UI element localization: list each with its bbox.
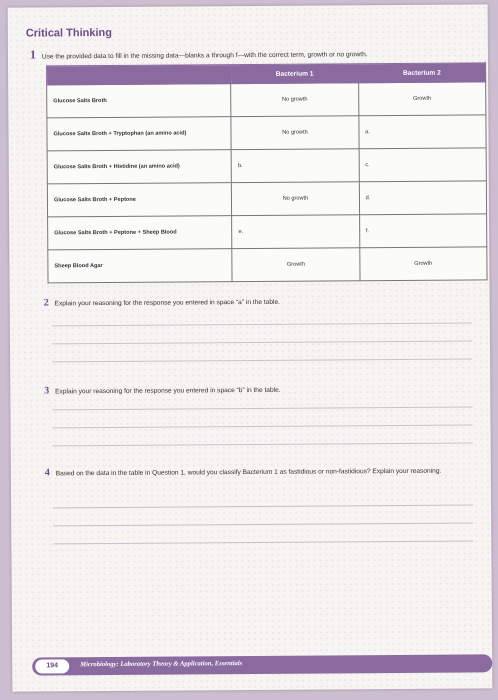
table-cell-bacterium-1: No growth [232, 182, 360, 216]
question-3 [44, 382, 474, 396]
table-header-bacterium-1: Bacterium 1 [231, 64, 358, 84]
section-title: Critical Thinking [25, 26, 113, 40]
table-header-bacterium-2: Bacterium 2 [358, 63, 485, 83]
answer-line[interactable] [53, 522, 473, 526]
table-header-medium [47, 65, 231, 85]
table-cell-medium: Glucose Salts Broth [47, 84, 232, 118]
data-table [46, 62, 488, 283]
table-cell-bacterium-1: No growth [231, 116, 359, 150]
workbook-page [8, 4, 493, 691]
table-cell-bacterium-2: Growth [358, 82, 486, 116]
table-row [47, 181, 486, 217]
question-number: 2 [43, 297, 49, 309]
question-number: 3 [44, 385, 50, 397]
page-footer [32, 654, 492, 675]
blank-b[interactable]: b. [231, 149, 359, 183]
table-cell-medium: Sheep Blood Agar [48, 249, 233, 283]
question-number: 1 [29, 47, 36, 62]
page-number: 194 [35, 659, 69, 673]
table-cell-bacterium-2: Growth [359, 247, 487, 281]
table-row [47, 115, 486, 151]
blank-c[interactable]: c. [359, 148, 487, 182]
answer-line[interactable] [53, 442, 473, 446]
table-row [47, 148, 486, 184]
blank-f[interactable]: f. [359, 214, 487, 248]
question-2 [44, 294, 474, 308]
question-text: Based on the data in the table in Question 1, would you classify Bacterium 1 as fastidious or non-fastidious? Explain your reasoning. [55, 467, 442, 478]
table-cell-medium: Glucose Salts Broth + Tryptophan (an amino acid) [47, 117, 232, 151]
blank-e[interactable]: e. [232, 215, 360, 249]
answer-line[interactable] [52, 322, 472, 326]
table-cell-medium: Glucose Salts Broth + Histidine (an amino acid) [47, 150, 232, 184]
table-row [47, 82, 486, 118]
question-1 [30, 44, 480, 62]
question-text: Explain your reasoning for the response you entered in space “b” in the table. [55, 386, 281, 396]
answer-line[interactable] [53, 424, 473, 428]
table-cell-medium: Glucose Salts Broth + Peptone + Sheep Blood [48, 216, 233, 250]
answer-line[interactable] [53, 504, 473, 508]
question-number: 4 [44, 467, 50, 479]
table-row [48, 247, 487, 283]
question-text: Explain your reasoning for the response you entered in space “a” in the table. [54, 298, 280, 308]
answer-line[interactable] [52, 340, 472, 344]
answer-line[interactable] [53, 540, 473, 544]
table-cell-bacterium-1: No growth [231, 83, 359, 117]
question-text: Use the provided data to fill in the missing data—blanks a through f—with the correct term, growth or no growth. [41, 51, 368, 61]
answer-line[interactable] [52, 358, 472, 362]
question-4 [45, 465, 465, 479]
table-cell-bacterium-1: Growth [232, 248, 360, 282]
answer-line[interactable] [52, 406, 472, 410]
table-row [48, 214, 487, 250]
book-title: Microbiology: Laboratory Theory & Application, Essentials [80, 660, 243, 669]
blank-d[interactable]: d. [359, 181, 487, 215]
table-cell-medium: Glucose Salts Broth + Peptone [47, 183, 232, 217]
blank-a[interactable]: a. [359, 115, 487, 149]
